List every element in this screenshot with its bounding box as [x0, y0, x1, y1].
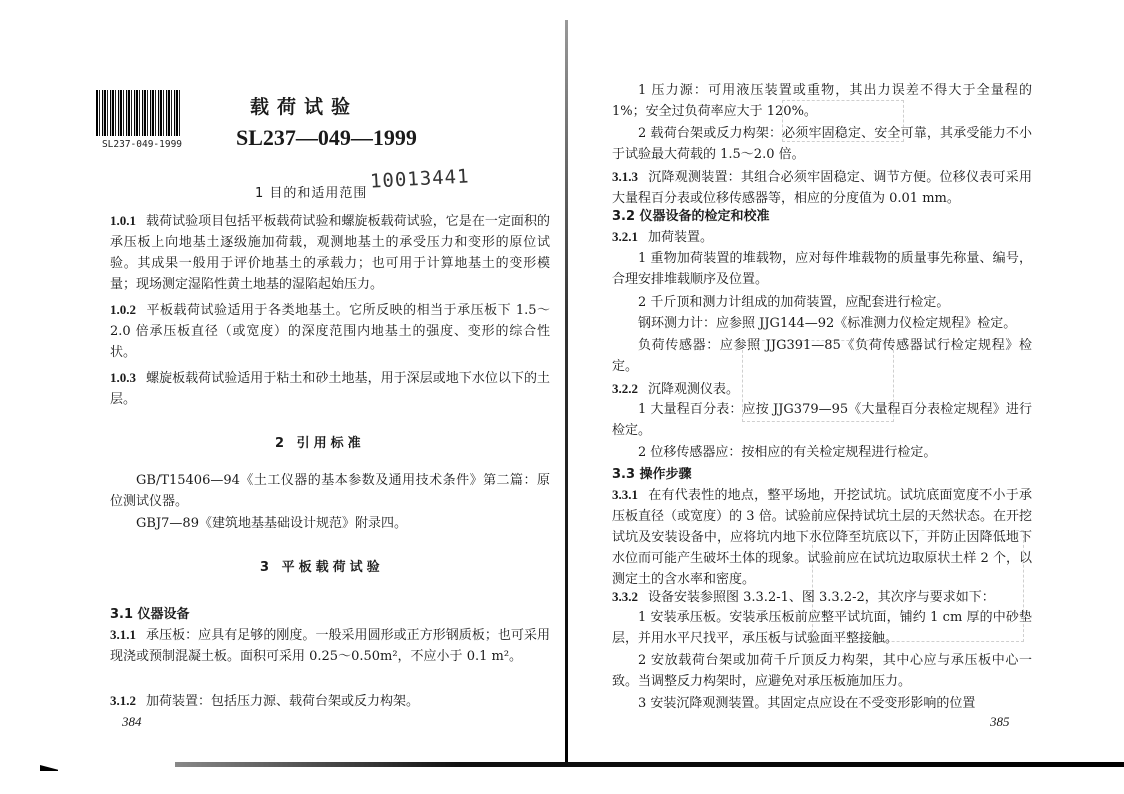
- document-title: 载荷试验: [250, 96, 359, 118]
- clause-1-0-1: 1.0.1 载荷试验项目包括平板载荷试验和螺旋板载荷试验，它是在一定面积的承压板上向地基土逐级施加荷载，观测地基土的承受压力和变形的原位试验。其成果一般用于评价地基土的承载力；也可用于计算地基土的变形模量；现场测定湿陷性黄土地基的湿陷起始压力。: [110, 213, 550, 292]
- page-number: 384: [122, 714, 142, 729]
- item-displacement-sensor: 2 位移传感器应：按相应的有关检定规程进行检定。: [638, 445, 937, 460]
- scan-corner-mark: [40, 765, 58, 771]
- reference-gbt15406: GB/T15406—94《土工仪器的基本参数及通用技术条件》第二篇：原位测试仪器。: [110, 473, 550, 509]
- subsection-3-1-heading: 3.1 仪器设备: [110, 607, 190, 622]
- clause-3-1-1: 3.1.1 承压板：应具有足够的刚度。一般采用圆形或正方形钢质板；也可采用现浇或预制混凝土板。面积可采用 0.25～0.50m²，不应小于 0.1 m²。: [110, 627, 550, 664]
- section-3-heading: 3 平板载荷试验: [260, 560, 384, 575]
- reference-gbj7: GBJ7—89《建筑地基基础设计规范》附录四。: [136, 516, 407, 531]
- barcode-label-sticker: [88, 88, 196, 160]
- clause-1-0-3: 1.0.3 螺旋板载荷试验适用于粘土和砂土地基，用于深层或地下水位以下的土层。: [110, 370, 550, 407]
- item-jack-loadcell: 2 千斤顶和测力计组成的加荷装置，应配套进行检定。: [638, 295, 950, 310]
- clause-3-1-2: 3.1.2 加荷装置：包括压力源、载荷台架或反力构架。: [110, 693, 420, 709]
- item-load-sensor: 负荷传感器：应参照 JJG391—85《负荷传感器试行检定规程》检定。: [612, 338, 1032, 374]
- page-bottom-edge: [175, 762, 1124, 767]
- stamped-number: 10013441: [369, 165, 471, 193]
- clause-3-3-2: 3.3.2 设备安装参照图 3.3.2-1、图 3.3.2-2，其次序与要求如下：: [612, 589, 995, 605]
- barcode-text: SL237-049-1999: [101, 139, 183, 150]
- section-1-heading: 1 目的和适用范围: [255, 186, 368, 201]
- clause-1-0-2: 1.0.2 平板载荷试验适用于各类地基土。它所反映的相当于承压板下 1.5～2.0 倍承压板直径（或宽度）的深度范围内地基土的强度、变形的综合性状。: [110, 302, 550, 360]
- step-install-reaction-frame: 2 安放载荷台架或加荷千斤顶反力构架，其中心应与承压板中心一致。当调整反力构架时，应避免对承压板施加压力。: [612, 653, 1032, 689]
- item-load-frame: 2 载荷台架或反力构架：必须牢固稳定、安全可靠，其承受能力不小于试验最大荷载的 1.5～2.0 倍。: [612, 126, 1032, 162]
- subsection-3-2-heading: 3.2 仪器设备的检定和校准: [612, 209, 770, 224]
- barcode-icon: [96, 90, 182, 136]
- item-pressure-source: 1 压力源：可用液压装置或重物，其出力误差不得大于全量程的 1%；安全过负荷率应大于 120%。: [612, 83, 1032, 119]
- standard-code: SL237—049—1999: [236, 125, 417, 150]
- item-dead-weight: 1 重物加荷装置的堆载物，应对每件堆载物的质量事先称量、编号，合理安排堆载顺序及位置。: [612, 251, 1032, 287]
- clause-3-2-1: 3.2.1 加荷装置。: [612, 229, 714, 245]
- clause-3-2-2: 3.2.2 沉降观测仪表。: [612, 381, 740, 397]
- book-spine-gutter: [565, 20, 568, 765]
- item-dial-gauge: 1 大量程百分表：应按 JJG379—95《大量程百分表检定规程》进行检定。: [612, 402, 1032, 438]
- section-2-heading: 2 引用标准: [275, 436, 365, 451]
- clause-3-3-1: 3.3.1 在有代表性的地点，整平场地，开挖试坑。试坑底面宽度不小于承压板直径（或宽度）的 3 倍。试验前应保持试坑土层的天然状态。在开挖试坑及安装设备中，应将坑内地下水位降至坑底以下，并防止因降低地下水位而可能产生破坏土体的现象。试验前应在试坑边取原状土样 2 个，以测定土的含水率和密度。: [612, 487, 1032, 587]
- clause-3-1-3: 3.1.3 沉降观测装置：其组合必须牢固稳定、调节方便。位移仪表可采用大量程百分表或位移传感器等，相应的分度值为 0.01 mm。: [612, 169, 1032, 206]
- subsection-3-3-heading: 3.3 操作步骤: [612, 467, 692, 482]
- page-number: 385: [990, 714, 1010, 729]
- item-proving-ring: 钢环测力计：应参照 JJG144—92《标准测力仪检定规程》检定。: [638, 316, 1017, 331]
- step-install-settlement-device: 3 安装沉降观测装置。其固定点应设在不受变形影响的位置: [638, 696, 976, 711]
- step-install-bearing-plate: 1 安装承压板。安装承压板前应整平试坑面，铺约 1 cm 厚的中砂垫层，并用水平尺找平，承压板与试验面平整接触。: [612, 610, 1032, 646]
